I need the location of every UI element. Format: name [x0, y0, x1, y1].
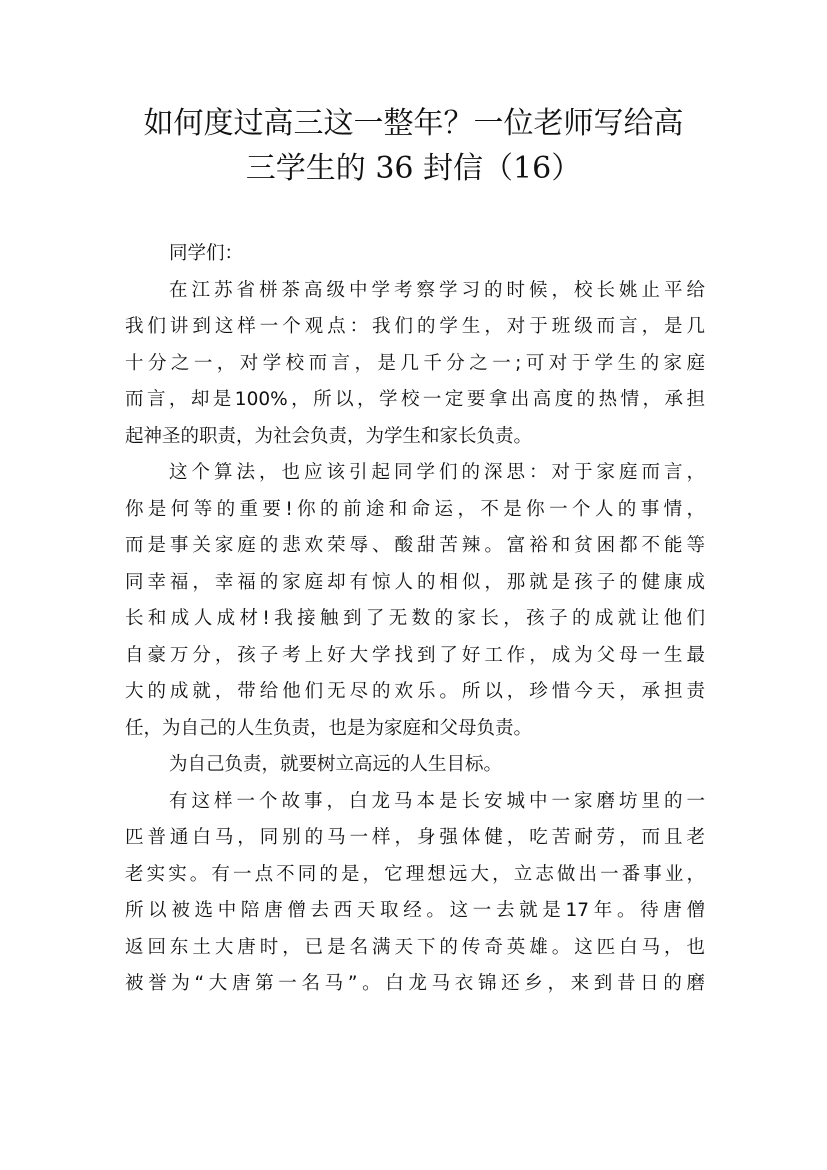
- paragraph-1-line-2: 我们讲到这样一个观点：我们的学生，对于班级而言，是几: [125, 316, 705, 337]
- paragraph-1-line-3: 十分之一，对学校而言，是几千分之一;可对于学生的家庭: [125, 352, 705, 374]
- paragraph-2-line-7: 大的成就，带给他们无尽的欢乐。所以，珍惜今天，承担责: [125, 681, 705, 702]
- paragraph-4-line-2: 匹普通白马，同别的马一样，身强体健，吃苦耐劳，而且老: [125, 827, 705, 848]
- paragraph-4-line-4: 所以被选中陪唐僧去西天取经。这一去就是17年。待唐僧: [125, 900, 705, 921]
- document-title-line-2: 三学生的 36 封信（16）: [245, 151, 582, 186]
- paragraph-2-line-5: 长和成人成材!我接触到了无数的家长，孩子的成就让他们: [125, 608, 705, 629]
- salutation: 同学们：: [169, 243, 244, 264]
- paragraph-3-line-1: 为自己负责，就要树立高远的人生目标。: [169, 754, 503, 775]
- letter-body: [125, 236, 705, 1003]
- paragraph-2-line-2: 你是何等的重要!你的前途和命运，不是你一个人的事情，: [125, 498, 705, 520]
- paragraph-2-line-1: 这个算法，也应该引起同学们的深思：对于家庭而言，: [169, 462, 705, 483]
- paragraph-1-line-5: 起神圣的职责，为社会负责，为学生和家长负责。: [125, 425, 533, 447]
- document-title-line-1: 如何度过高三这一整年？一位老师写给高: [143, 106, 684, 141]
- paragraph-4-line-6: 被誉为“大唐第一名马”。白龙马衣锦还乡，来到昔日的磨: [125, 973, 705, 994]
- paragraph-2-line-4: 同幸福，幸福的家庭却有惊人的相似，那就是孩子的健康成: [125, 571, 705, 593]
- paragraph-4-line-3: 老实实。有一点不同的是，它理想远大，立志做出一番事业，: [125, 863, 705, 885]
- paragraph-2-line-8: 任，为自己的人生负责，也是为家庭和父母负责。: [125, 717, 533, 739]
- paragraph-1-line-4: 而言，却是100%，所以，学校一定要拿出高度的热情，承担: [125, 389, 705, 410]
- paragraph-2-line-3: 而是事关家庭的悲欢荣辱、酸甜苦辣。富裕和贫困都不能等: [125, 535, 705, 556]
- paragraph-4-line-1: 有这样一个故事，白龙马本是长安城中一家磨坊里的一: [169, 790, 705, 812]
- paragraph-2-line-6: 自豪万分，孩子考上好大学找到了好工作，成为父母一生最: [125, 644, 705, 666]
- paragraph-1-line-1: 在江苏省栟茶高级中学考察学习的时候，校长姚止平给: [169, 279, 705, 301]
- paragraph-4-line-5: 返回东土大唐时，已是名满天下的传奇英雄。这匹白马，也: [125, 936, 705, 958]
